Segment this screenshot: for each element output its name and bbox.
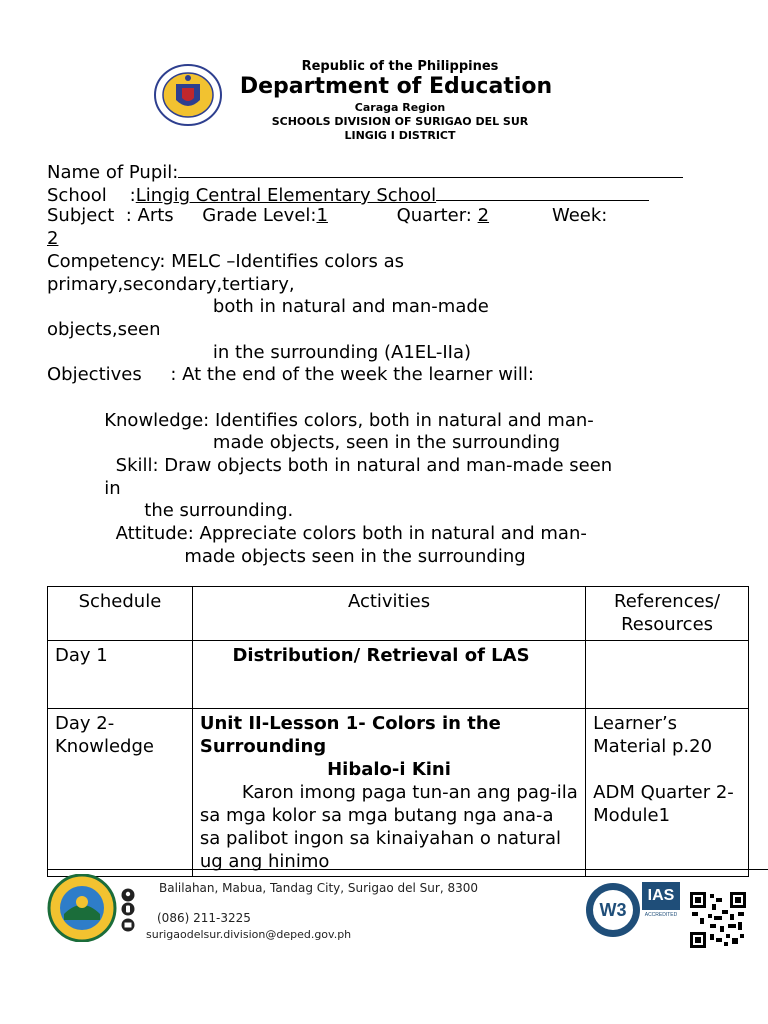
competency-line-3: both in natural and man-made	[47, 296, 489, 317]
qr-code-icon	[690, 892, 746, 948]
table-header-row	[48, 587, 749, 641]
day1-references	[586, 641, 749, 709]
week-label: Week:	[489, 205, 608, 226]
pupil-name-line	[47, 160, 683, 184]
header-activities: Activities	[192, 587, 585, 641]
knowledge-line-2: made objects, seen in the surrounding	[47, 432, 561, 453]
ias-sub-label: ACCREDITED	[644, 912, 678, 918]
footer-divider	[47, 869, 768, 870]
competency-line-2: primary,secondary,tertiary,	[47, 274, 295, 295]
day2-ref-1: Learner’s Material p.20	[593, 713, 713, 757]
competency-line-1: Competency: MELC –Identifies colors as	[47, 251, 405, 272]
pupil-name-label: Name of Pupil:	[47, 162, 179, 183]
school-label: School :	[47, 185, 136, 206]
quarter-value: 2	[477, 205, 490, 226]
quarter-label: Quarter:	[327, 205, 478, 226]
subject-label: Subject : Arts Grade Level:	[47, 205, 317, 226]
header-references: References/ Resources	[586, 587, 749, 641]
day2-schedule: Day 2- Knowledge	[48, 709, 193, 877]
schedule-table	[47, 586, 749, 877]
header-district: LINGIG I DISTRICT	[344, 129, 456, 142]
day2-activity	[192, 709, 585, 877]
competency-line-4: objects,seen	[47, 319, 161, 340]
day1-schedule: Day 1	[48, 641, 193, 709]
pupil-name-blank[interactable]	[178, 160, 683, 178]
location-icon	[121, 888, 135, 902]
skill-line-2: in	[47, 478, 121, 499]
school-blank	[436, 183, 649, 201]
school-value: Lingig Central Elementary School	[135, 185, 437, 206]
header-republic: Republic of the Philippines	[301, 59, 499, 74]
w3-certification-logo	[585, 882, 641, 938]
table-row	[48, 641, 749, 709]
knowledge-line-1: Knowledge: Identifies colors, both in natural and man-	[47, 410, 594, 431]
skill-line-3: the surrounding.	[47, 500, 294, 521]
competency-line-5: in the surrounding (A1EL-IIa)	[47, 342, 472, 363]
day2-activity-subtitle: Hibalo-i Kini	[327, 759, 451, 780]
attitude-line-1: Attitude: Appreciate colors both in natural and man-	[47, 523, 587, 544]
objectives-line: Objectives : At the end of the week the learner will:	[47, 364, 534, 385]
grade-value: 1	[316, 205, 328, 226]
subject-line	[47, 205, 607, 227]
skill-line-1: Skill: Draw objects both in natural and man-made seen	[47, 455, 613, 476]
table-row	[48, 709, 749, 877]
ias-label: IAS	[642, 882, 680, 910]
w3-label: W3	[599, 900, 627, 920]
day2-activity-title: Unit II-Lesson 1- Colors in the Surrounding	[199, 713, 501, 757]
header-region: Caraga Region	[354, 101, 446, 114]
footer-email: surigaodelsur.division@deped.gov.ph	[146, 928, 352, 941]
attitude-line-2: made objects seen in the surrounding	[47, 546, 526, 567]
email-icon	[121, 918, 135, 932]
header-schedule: Schedule	[48, 587, 193, 641]
week-value: 2	[47, 228, 59, 249]
ias-accredited-logo	[642, 882, 680, 938]
header-division: SCHOOLS DIVISION OF SURIGAO DEL SUR	[271, 115, 529, 128]
week-value-line	[47, 228, 58, 250]
school-line	[47, 183, 649, 207]
day2-references	[586, 709, 749, 877]
division-seal-logo	[46, 874, 118, 942]
footer-address: Balilahan, Mabua, Tandag City, Surigao del Sur, 8300	[159, 881, 478, 895]
footer-phone: (086) 211-3225	[157, 911, 251, 925]
phone-icon	[121, 902, 135, 916]
day2-ref-2: ADM Quarter 2- Module1	[593, 782, 734, 826]
day1-activity: Distribution/ Retrieval of LAS	[192, 641, 585, 709]
header-department: Department of Education	[239, 74, 553, 99]
day2-activity-body: Karon imong paga tun-an ang pag-ila sa mga kolor sa mga butang nga ana-a sa palibot ingon sa kinaiyahan o natural ug ang hinimo	[199, 782, 578, 872]
